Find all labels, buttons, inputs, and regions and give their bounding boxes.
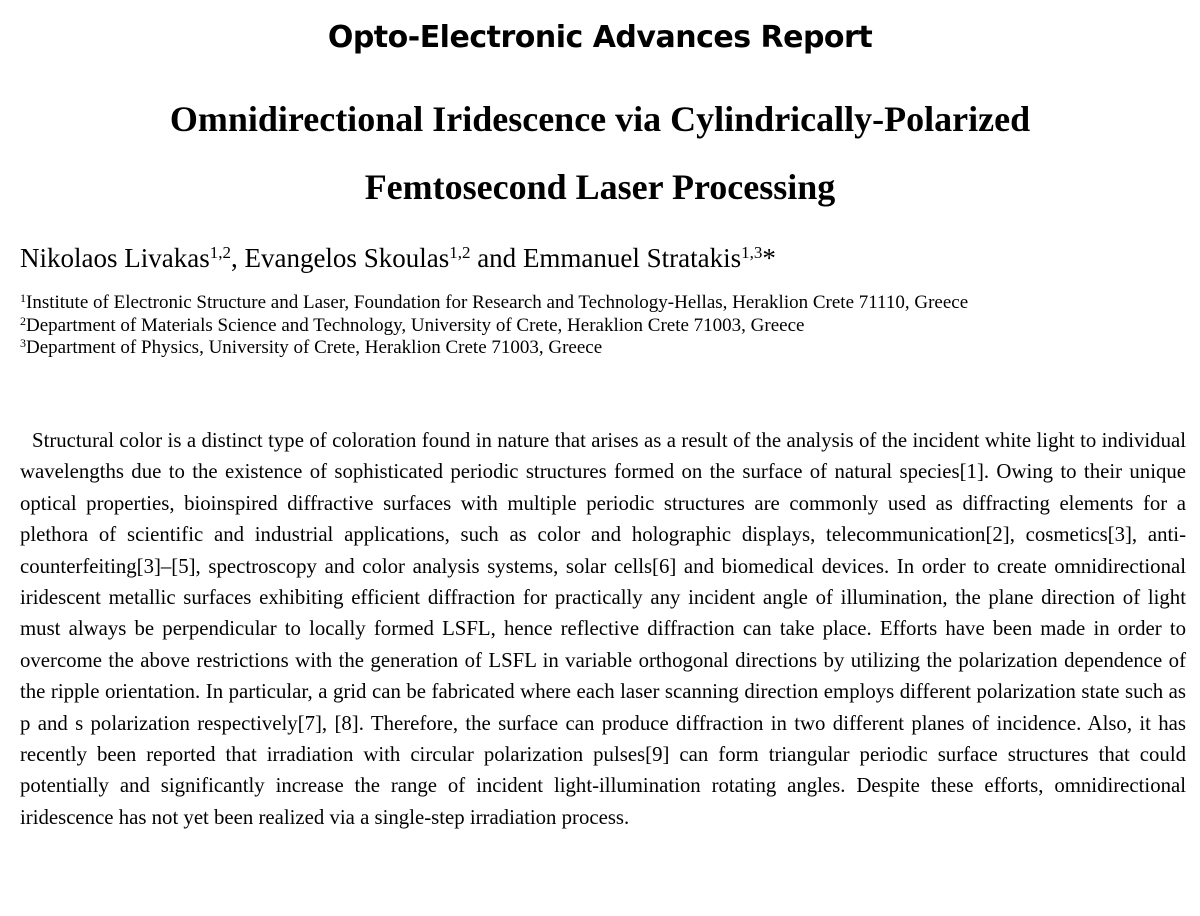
author-affiliation-mark: 1,3 (741, 243, 763, 262)
affiliation-text: Department of Physics, University of Crete, Heraklion Crete 71003, Greece (26, 337, 603, 358)
report-header: Opto-Electronic Advances Report (327, 20, 873, 55)
affiliation-number: 3 (20, 336, 26, 350)
paper-title (60, 85, 1140, 221)
affiliation-list (20, 292, 1190, 360)
affiliation-item (20, 292, 1190, 315)
author-name: Nikolaos Livakas (20, 243, 210, 273)
affiliation-number: 1 (20, 291, 26, 305)
affiliation-text: Department of Materials Science and Technology, University of Crete, Heraklion Crete 71003, Greece (26, 314, 805, 336)
author-name: Evangelos Skoulas (244, 243, 450, 273)
affiliation-item (20, 337, 1190, 360)
author-list (20, 238, 1190, 278)
affiliation-item (20, 315, 1190, 338)
author-affiliation-mark: 1,2 (449, 243, 471, 262)
corresponding-author-mark: * (762, 243, 776, 273)
affiliation-text: Institute of Electronic Structure and Laser, Foundation for Research and Technology-Hellas, Heraklion Crete 71110, Greece (26, 292, 969, 313)
affiliation-number: 2 (20, 313, 26, 328)
paper-title-line-1: Omnidirectional Iridescence via Cylindrically-Polarized (169, 99, 1031, 139)
author-affiliation-mark: 1,2 (209, 243, 231, 262)
paper-title-line-2: Femtosecond Laser Processing (364, 167, 836, 207)
author-separator: and (470, 243, 523, 273)
author-separator: , (230, 243, 245, 273)
author-name: Emmanuel Stratakis (522, 243, 742, 273)
body-paragraph: Structural color is a distinct type of coloration found in nature that arises as a result of the analysis of the incident white light to individual wavelengths due to the existence of sophisticated periodic structures formed on the surface of natural species[1]. Owing to their unique optical properties, bioinspired diffractive surfaces with multiple periodic structures are commonly used as diffracting elements for a plethora of scientific and industrial applications, such as color and holographic displays, telecommunication[2], cosmetics[3], anti-counterfeiting[3]–[5], spectroscopy and color analysis systems, solar cells[6] and biomedical devices. In order to create omnidirectional iridescent metallic surfaces exhibiting efficient diffraction for practically any incident angle of illumination, the plane direction of light must always be perpendicular to locally formed LSFL, hence reflective diffraction can take place. Efforts have been made in order to overcome the above restrictions with the generation of LSFL in variable orthogonal directions by utilizing the polarization dependence of the ripple orientation. In particular, a grid can be fabricated where each laser scanning direction employs different polarization state such as p and s polarization respectively[7], [8]. Therefore, the surface can produce diffraction in two different planes of incidence. Also, it has recently been reported that irradiation with circular polarization pulses[9] can form triangular periodic surface structures that could potentially and significantly increase the range of incident light-illumination rotating angles. Despite these efforts, omnidirectional iridescence has not yet been realized via a single-step irradiation process. (20, 429, 1186, 829)
